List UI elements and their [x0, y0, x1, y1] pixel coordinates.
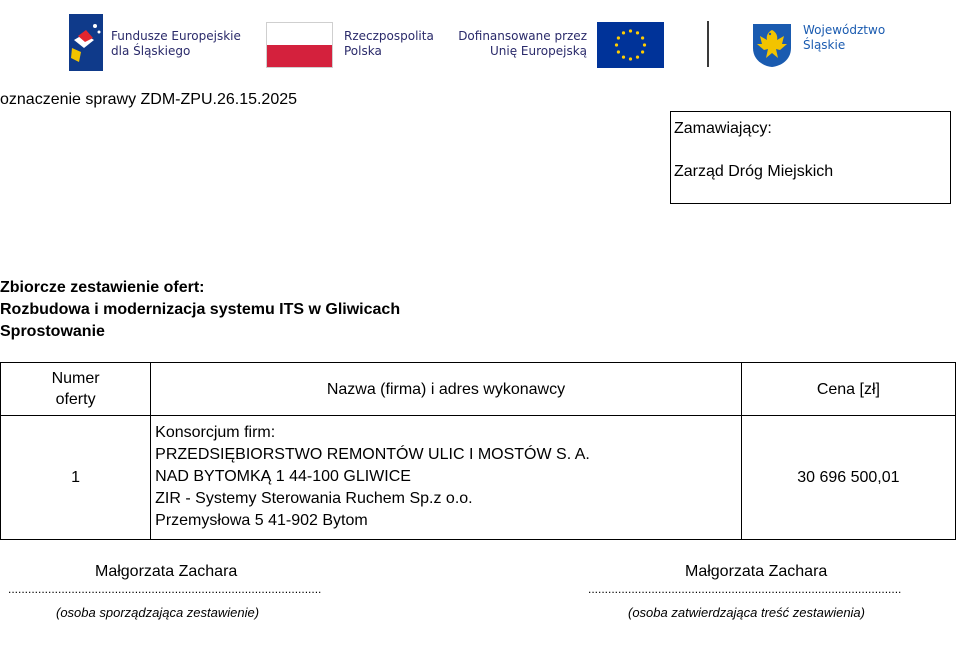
header-number-line2: oferty — [55, 391, 96, 408]
fundusze-europejskie-logo-icon — [69, 14, 103, 71]
header-offer-number — [1, 363, 151, 416]
logo-rp-line2: Polska — [344, 44, 382, 58]
logo-rp-line1: Rzeczpospolita — [344, 29, 434, 43]
bidder-line: PRZEDSIĘBIORSTWO REMONTÓW ULIC I MOSTÓW S. A. — [155, 446, 590, 463]
title-line1: Zbiorcze zestawienie ofert: — [0, 279, 205, 296]
logo-ue-line1: Dofinansowane przez — [458, 29, 587, 43]
signature-left-name: Małgorzata Zachara — [95, 563, 238, 580]
price-cell: 30 696 500,01 — [741, 416, 955, 540]
offers-table — [0, 362, 956, 540]
signature-left-role: (osoba sporządzająca zestawienie) — [56, 605, 260, 620]
logo-fe-text — [111, 29, 241, 59]
eu-flag-icon — [597, 22, 664, 68]
case-reference: oznaczenie sprawy ZDM-ZPU.26.15.2025 — [0, 91, 298, 108]
logo-slaskie-text — [803, 23, 885, 53]
offer-number-cell: 1 — [1, 416, 151, 540]
client-name: Zarząd Dróg Miejskich — [674, 163, 834, 180]
logo-fe-line2: dla Śląskiego — [111, 44, 191, 58]
table-header-row — [1, 363, 956, 416]
polish-flag-icon — [266, 22, 333, 68]
logo-rp-text — [344, 29, 434, 59]
logo-fe-line1: Fundusze Europejskie — [111, 29, 241, 43]
logo-slaskie-line2: Śląskie — [803, 38, 846, 52]
bidder-line: Przemysłowa 5 41-902 Bytom — [155, 512, 368, 529]
header-bidder-name: Nazwa (firma) i adres wykonawcy — [151, 363, 742, 416]
signature-right-role: (osoba zatwierdzająca treść zestawienia) — [628, 605, 865, 620]
document-title — [0, 277, 400, 343]
bidder-line: Konsorcjum firm: — [155, 424, 276, 441]
logo-slaskie-line1: Województwo — [803, 23, 886, 37]
bidder-line: NAD BYTOMKĄ 1 44-100 GLIWICE — [155, 468, 411, 485]
title-line3: Sprostowanie — [0, 323, 105, 340]
header-price: Cena [zł] — [741, 363, 955, 416]
signature-right-name: Małgorzata Zachara — [685, 563, 828, 580]
signature-left-line: .............................................................................................. — [8, 582, 322, 596]
bidder-cell — [151, 416, 742, 540]
bidder-line: ZIR - Systemy Sterowania Ruchem Sp.z o.o. — [155, 490, 473, 507]
logo-ue-text — [455, 29, 587, 59]
logo-separator — [707, 21, 709, 67]
client-label: Zamawiający: — [674, 120, 772, 137]
logo-ue-line2: Unię Europejską — [489, 44, 587, 58]
client-box — [670, 111, 951, 204]
signature-right-line: .............................................................................................. — [588, 582, 902, 596]
table-row — [1, 416, 956, 540]
title-line2: Rozbudowa i modernizacja systemu ITS w Gliwicach — [0, 301, 401, 318]
slaskie-coat-of-arms-icon — [751, 22, 793, 68]
header-number-line1: Numer — [51, 370, 100, 387]
